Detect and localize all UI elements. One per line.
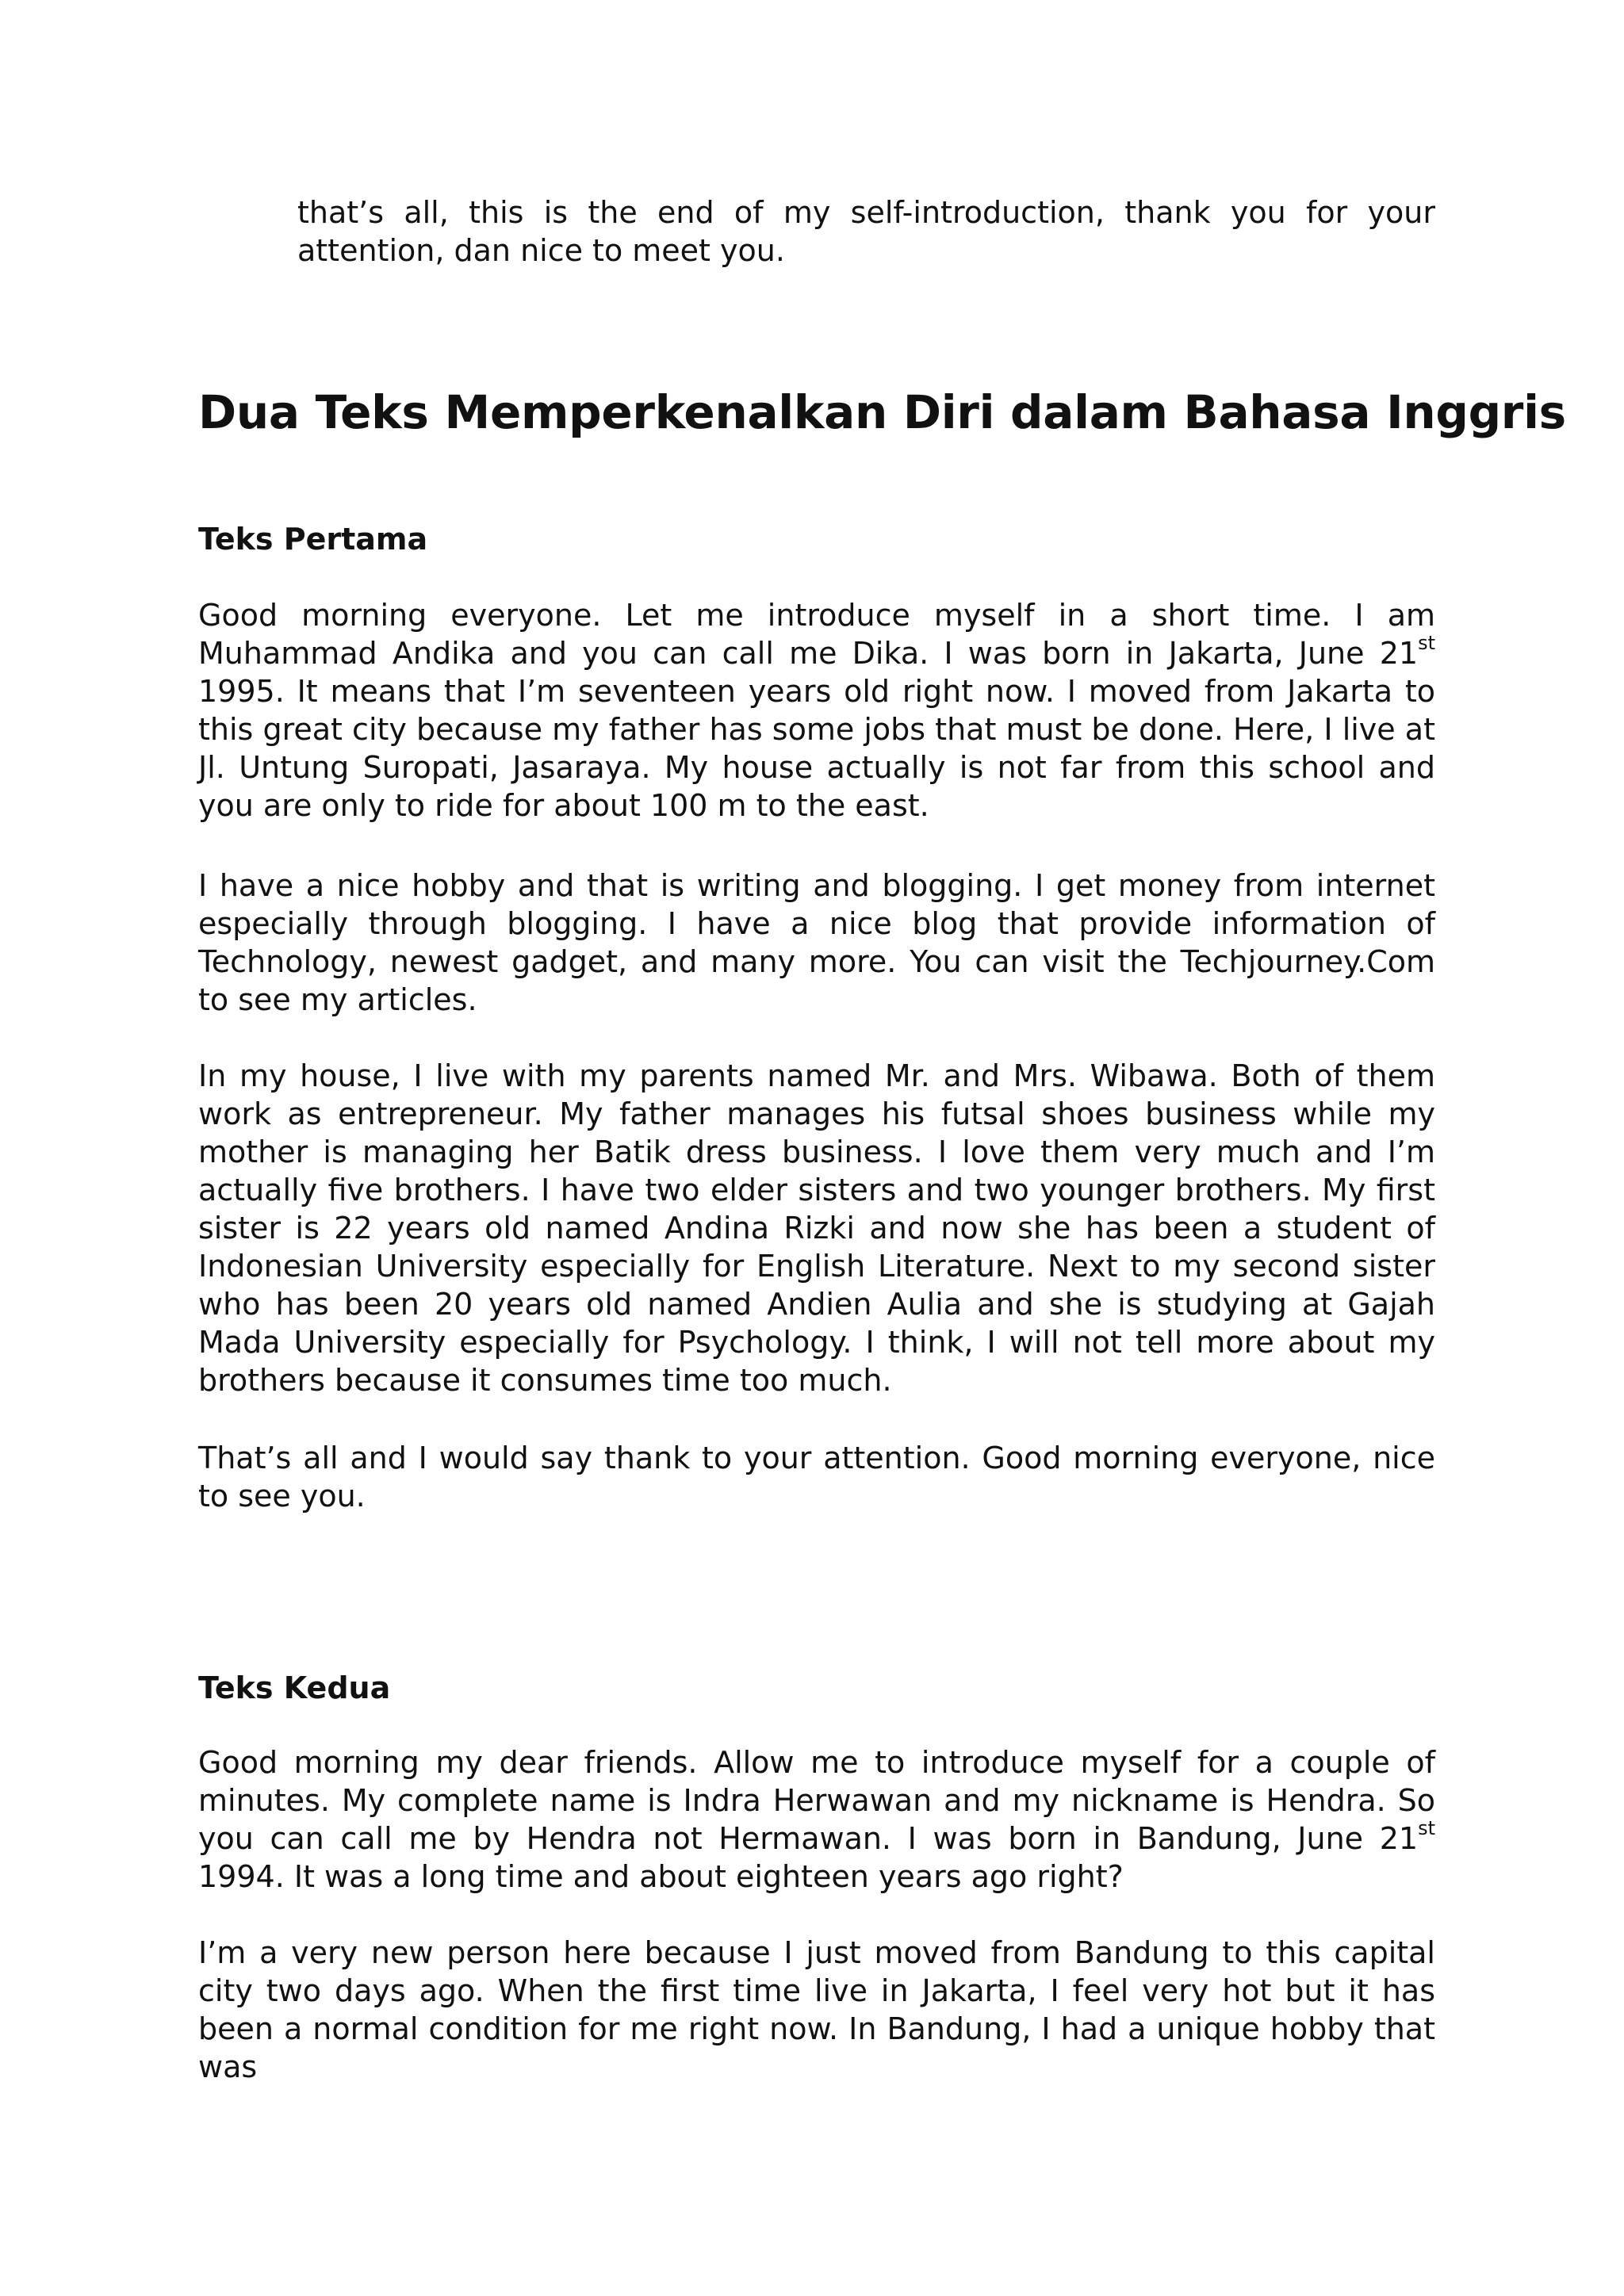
section2-p1-text-a: Good morning my dear friends. Allow me to introduce myself for a couple of minutes. My complete name is Indra Herwawan and my nickname is Hendra. So you can call me by Hendra not Hermawan. I was born in Bandung, June 21	[198, 1745, 1435, 1856]
section1-p1-text-b: 1995. It means that I’m seventeen years old right now. I moved from Jakarta to this great city because my father has some jobs that must be done. Here, I live at Jl. Untung Suropati, Jasaraya. My house actually is not far from this school and you are only to ride for about 100 m to the east.	[198, 674, 1435, 823]
section2-p1-text-b: 1994. It was a long time and about eighteen years ago right?	[198, 1859, 1124, 1894]
section2-heading: Teks Kedua	[198, 1670, 391, 1705]
section1-paragraph-1	[198, 596, 1435, 825]
section2-paragraph-2: I’m a very new person here because I just moved from Bandung to this capital city two days ago. When the first time live in Jakarta, I feel very hot but it has been a normal condition for me right now. In Bandung, I had a unique hobby that was	[198, 1935, 1435, 2084]
section1-heading: Teks Pertama	[198, 522, 428, 557]
section2-p1-superscript: st	[1418, 1817, 1435, 1839]
section1-p1-superscript: st	[1418, 632, 1435, 654]
section1-paragraph-4: That’s all and I would say thank to your attention. Good morning everyone, nice to see you.	[198, 1441, 1435, 1513]
main-heading: Dua Teks Memperkenalkan Diri dalam Bahasa Inggris	[198, 385, 1566, 439]
section2-paragraph-1	[198, 1743, 1435, 1896]
section1-paragraph-3: In my house, I live with my parents named Mr. and Mrs. Wibawa. Both of them work as entrepreneur. My father manages his futsal shoes business while my mother is managing her Batik dress business. I love them very much and I’m actually five brothers. I have two elder sisters and two younger brothers. My first sister is 22 years old named Andina Rizki and now she has been a student of Indonesian University especially for English Literature. Next to my second sister who has been 20 years old named Andien Aulia and she is studying at Gajah Mada University especially for Psychology. I think, I will not tell more about my brothers because it consumes time too much.	[198, 1058, 1435, 1398]
section1-paragraph-2: I have a nice hobby and that is writing and blogging. I get money from internet especially through blogging. I have a nice blog that provide information of Technology, newest gadget, and many more. You can visit the Techjourney.Com to see my articles.	[198, 868, 1435, 1017]
section1-p1-text-a: Good morning everyone. Let me introduce myself in a short time. I am Muhammad Andika and you can call me Dika. I was born in Jakarta, June 21	[198, 598, 1435, 671]
intro-continuation-paragraph: that’s all, this is the end of my self-introduction, thank you for your attention, dan nice to meet you.	[297, 195, 1435, 268]
